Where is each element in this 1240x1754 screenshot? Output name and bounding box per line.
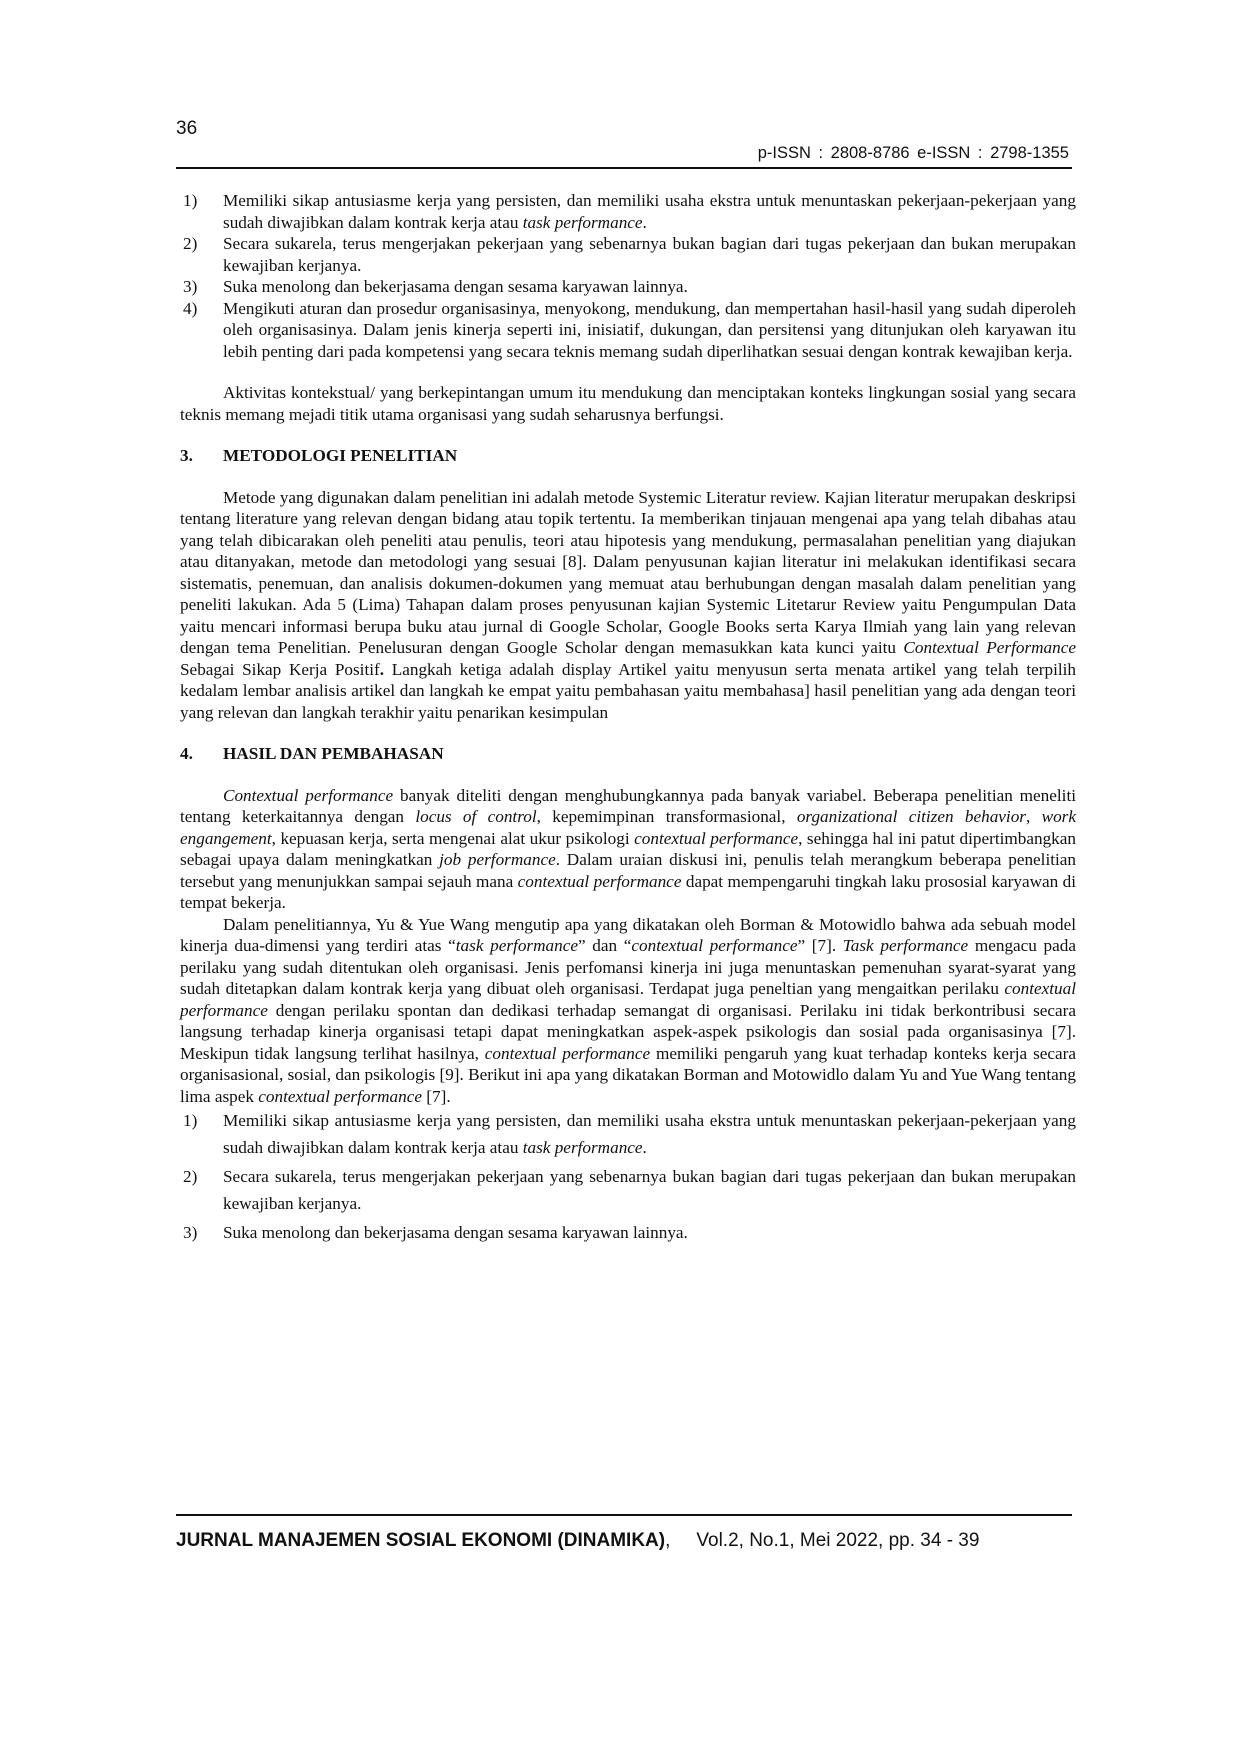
bottom-list <box>180 1107 1076 1246</box>
paragraph-text: mengacu pada perilaku yang sudah ditentukan oleh organisasi. Jenis perfomansi kinerja ini juga menuntaskan pemenuhan syarat-syarat yang sudah ditetapkan dalam kontrak kerja yang dibuat oleh organisasi. Terdapat juga peneltian yang mengaitkan perilaku <box>180 936 1077 998</box>
list-number: 2) <box>183 234 198 253</box>
list-text: . <box>642 1138 647 1157</box>
main-content <box>180 190 1076 1248</box>
paragraph-metodologi <box>180 487 1076 724</box>
paragraph-text-italic: Contextual Performance <box>903 638 1077 657</box>
list-text: Memiliki sikap antusiasme kerja yang persisten, dan memiliki usaha ekstra untuk menuntaskan pekerjaan-pekerjaan yang sudah diwajibkan dalam kontrak kerja atau <box>223 191 1076 232</box>
paragraph-text-bold: . <box>379 659 385 679</box>
section-title: METODOLOGI PENELITIAN <box>223 446 458 465</box>
paragraph-text: , <box>1026 807 1042 826</box>
paragraph-text: , kepemimpinan transformasional, <box>536 807 797 826</box>
paragraph-text-italic: organizational citizen behavior <box>796 807 1026 826</box>
list-item <box>180 190 1076 233</box>
paragraph-text: , sehingga hal ini patut dipertimbangkan sebagai upaya dalam meningkatkan <box>180 828 1076 869</box>
list-text-italic: task performance <box>522 212 643 232</box>
paragraph-text-italic: contextual performance <box>517 871 682 891</box>
list-item <box>180 1163 1076 1217</box>
paragraph-text-italic: contextual performance <box>631 936 798 955</box>
paragraph-text: Dalam penelitiannya, Yu & Yue Wang mengutip apa yang dikatakan oleh Borman & Motowidlo bahwa ada sebuah model kinerja dua-dimensi yang terdiri atas “ <box>180 914 1076 955</box>
footer-rule <box>176 1514 1072 1516</box>
section-heading-4 <box>180 743 1076 765</box>
section-title: HASIL DAN PEMBAHASAN <box>223 744 444 763</box>
list-number: 3) <box>183 277 198 296</box>
page-number: 36 <box>176 118 198 139</box>
paragraph-text: [7]. <box>422 1086 451 1106</box>
paragraph-text: Sebagai Sikap Kerja Positif <box>180 659 380 679</box>
journal-name: JURNAL MANAJEMEN SOSIAL EKONOMI (DINAMIKA) <box>176 1530 666 1551</box>
list-number: 2) <box>183 1167 198 1186</box>
list-text: . <box>642 212 647 232</box>
paragraph-text: . Dalam uraian diskusi ini, penulis telah merangkum beberapa penelitian tersebut yang menunjukkan sampai sejauh mana <box>180 850 1076 891</box>
paragraph-text: Langkah ketiga adalah display Artikel yaitu menyusun serta menata artikel yang telah terpilih kedalam lembar analisis artikel dan langkah ke empat yaitu pembahasan yaitu membahasa] hasil penelitian yang ada dengan teori yang relevan dan langkah terakhir yaitu penarikan kesimpulan <box>180 659 1076 722</box>
paragraph-aktivitas: Aktivitas kontekstual/ yang berkepintangan umum itu mendukung dan menciptakan konteks lingkungan sosial yang secara teknis memang mejadi titik utama organisasi yang sudah seharusnya berfungsi. <box>180 383 1076 424</box>
list-number: 4) <box>183 298 198 318</box>
list-item <box>180 1219 1076 1246</box>
paragraph-text-italic: job performance <box>439 850 556 869</box>
paragraph-text: , kepuasan kerja, serta mengenai alat ukur psikologi <box>271 828 635 848</box>
list-text: Mengikuti aturan dan prosedur organisasinya, menyokong, mendukung, dan mempertahan hasil-hasil yang sudah diperoleh oleh organisasinya. Dalam jenis kinerja seperti ini, inisiatif, dukungan, dan persitensi yang ditunjukan oleh karyawan itu lebih penting dari pada kompetensi yang secara teknis memang sudah diperlihatkan sesuai dengan kontrak kewajiban kerja. <box>223 298 1076 361</box>
paragraph-hasil-2 <box>180 914 1076 1108</box>
paragraph-text-italic: Contextual performance <box>223 785 394 805</box>
list-item <box>180 1107 1076 1161</box>
paragraph-text: ” dan “ <box>577 936 632 955</box>
paragraph-hasil-1 <box>180 785 1076 914</box>
journal-volume: Vol.2, No.1, Mei 2022, pp. 34 - 39 <box>696 1530 980 1551</box>
paragraph-text-italic: contextual performance <box>484 1043 651 1063</box>
issn-header: p-ISSN : 2808-8786 e-ISSN : 2798-1355 <box>757 144 1069 162</box>
footer-separator: , <box>665 1530 671 1551</box>
list-text: Suka menolong dan bekerjasama dengan sesama karyawan lainnya. <box>223 1223 688 1242</box>
paragraph-text-italic: Task performance <box>842 936 969 955</box>
list-item <box>180 233 1076 276</box>
list-text: Secara sukarela, terus mengerjakan pekerjaan yang sebenarnya bukan bagian dari tugas pekerjaan dan bukan merupakan kewajiban kerjanya. <box>223 234 1076 275</box>
section-number: 3. <box>180 446 193 465</box>
paragraph-text: Metode yang digunakan dalam penelitian ini adalah metode Systemic Literatur review. Kajian literatur merupakan deskripsi tentang literature yang relevan dengan bidang atau topik tertentu. Ia memberikan tinjauan mengenai apa yang telah dibahas atau yang telah dibicarakan oleh peneliti atau penulis, teori atau hipotesis yang mendukung, permasalahan penelitian yang diajukan atau ditanyakan, metode dan metodologi yang sesuai [8]. Dalam penyusunan kajian literatur ini melakukan identifikasi secara sistematis, penemuan, dan analisis dokumen-dokumen yang memuat atau berhubungan dengan masalah dalam penelitian yang peneliti lakukan. Ada 5 (Lima) Tahapan dalam proses penyusunan kajian Systemic Litetarur Review yaitu Pengumpulan Data yaitu mencari informasi berupa buku atau jurnal di Google Scholar, Google Books serta Karya Ilmiah yang lain yang relevan dengan tema Penelitian. Penelusuran dengan Google Scholar dengan memasukkan kata kunci yaitu <box>180 487 1076 657</box>
top-list <box>180 190 1076 362</box>
paragraph-text-italic: work engangement <box>180 807 1076 848</box>
list-text: Memiliki sikap antusiasme kerja yang persisten, dan memiliki usaha ekstra untuk menuntaskan pekerjaan-pekerjaan yang sudah diwajibkan dalam kontrak kerja atau <box>223 1111 1076 1157</box>
section-heading-3 <box>180 445 1076 467</box>
paragraph-text: ” [7]. <box>797 936 843 955</box>
list-number: 1) <box>183 1111 198 1130</box>
header-rule <box>176 167 1072 169</box>
section-number: 4. <box>180 744 193 763</box>
list-number: 1) <box>183 191 198 210</box>
list-item <box>180 276 1076 298</box>
paragraph-text-italic: locus of control <box>415 807 537 826</box>
paragraph-text: memiliki pengaruh yang kuat terhadap konteks kerja secara organisasional, sosial, dan psikologis [9]. Berikut ini apa yang dikatakan Borman and Motowidlo dalam Yu and Yue Wang tentang lima aspek <box>180 1043 1076 1106</box>
list-item <box>180 298 1076 363</box>
paragraph-text: dapat mempengaruhi tingkah laku prososial karyawan di tempat bekerja. <box>180 871 1076 912</box>
paragraph-text: banyak diteliti dengan menghubungkannya pada banyak variabel. Beberapa penelitian meneliti tentang keterkaitannya dengan <box>180 785 1077 826</box>
list-text: Suka menolong dan bekerjasama dengan sesama karyawan lainnya. <box>223 277 688 296</box>
paragraph-text-italic: contextual performance <box>258 1086 422 1106</box>
list-number: 3) <box>183 1223 198 1242</box>
paragraph-text-italic: task performance <box>455 936 578 955</box>
paragraph-text-italic: contextual performance <box>180 979 1076 1020</box>
list-text: Secara sukarela, terus mengerjakan pekerjaan yang sebenarnya bukan bagian dari tugas pekerjaan dan bukan merupakan kewajiban kerjanya. <box>223 1167 1076 1213</box>
paragraph-text: dengan perilaku spontan dan dedikasi terhadap semangat di organisasi. Perilaku ini tidak berkontribusi secara langsung terhadap kinerja organisasi tetapi dapat meningkatkan aspek-aspek psikologis dan sosial pada organisasinya [7]. Meskipun tidak langsung terlihat hasilnya, <box>180 1000 1076 1063</box>
list-text-italic: task performance <box>522 1138 643 1157</box>
paragraph-text-italic: contextual performance <box>634 828 799 848</box>
footer <box>176 1530 979 1552</box>
